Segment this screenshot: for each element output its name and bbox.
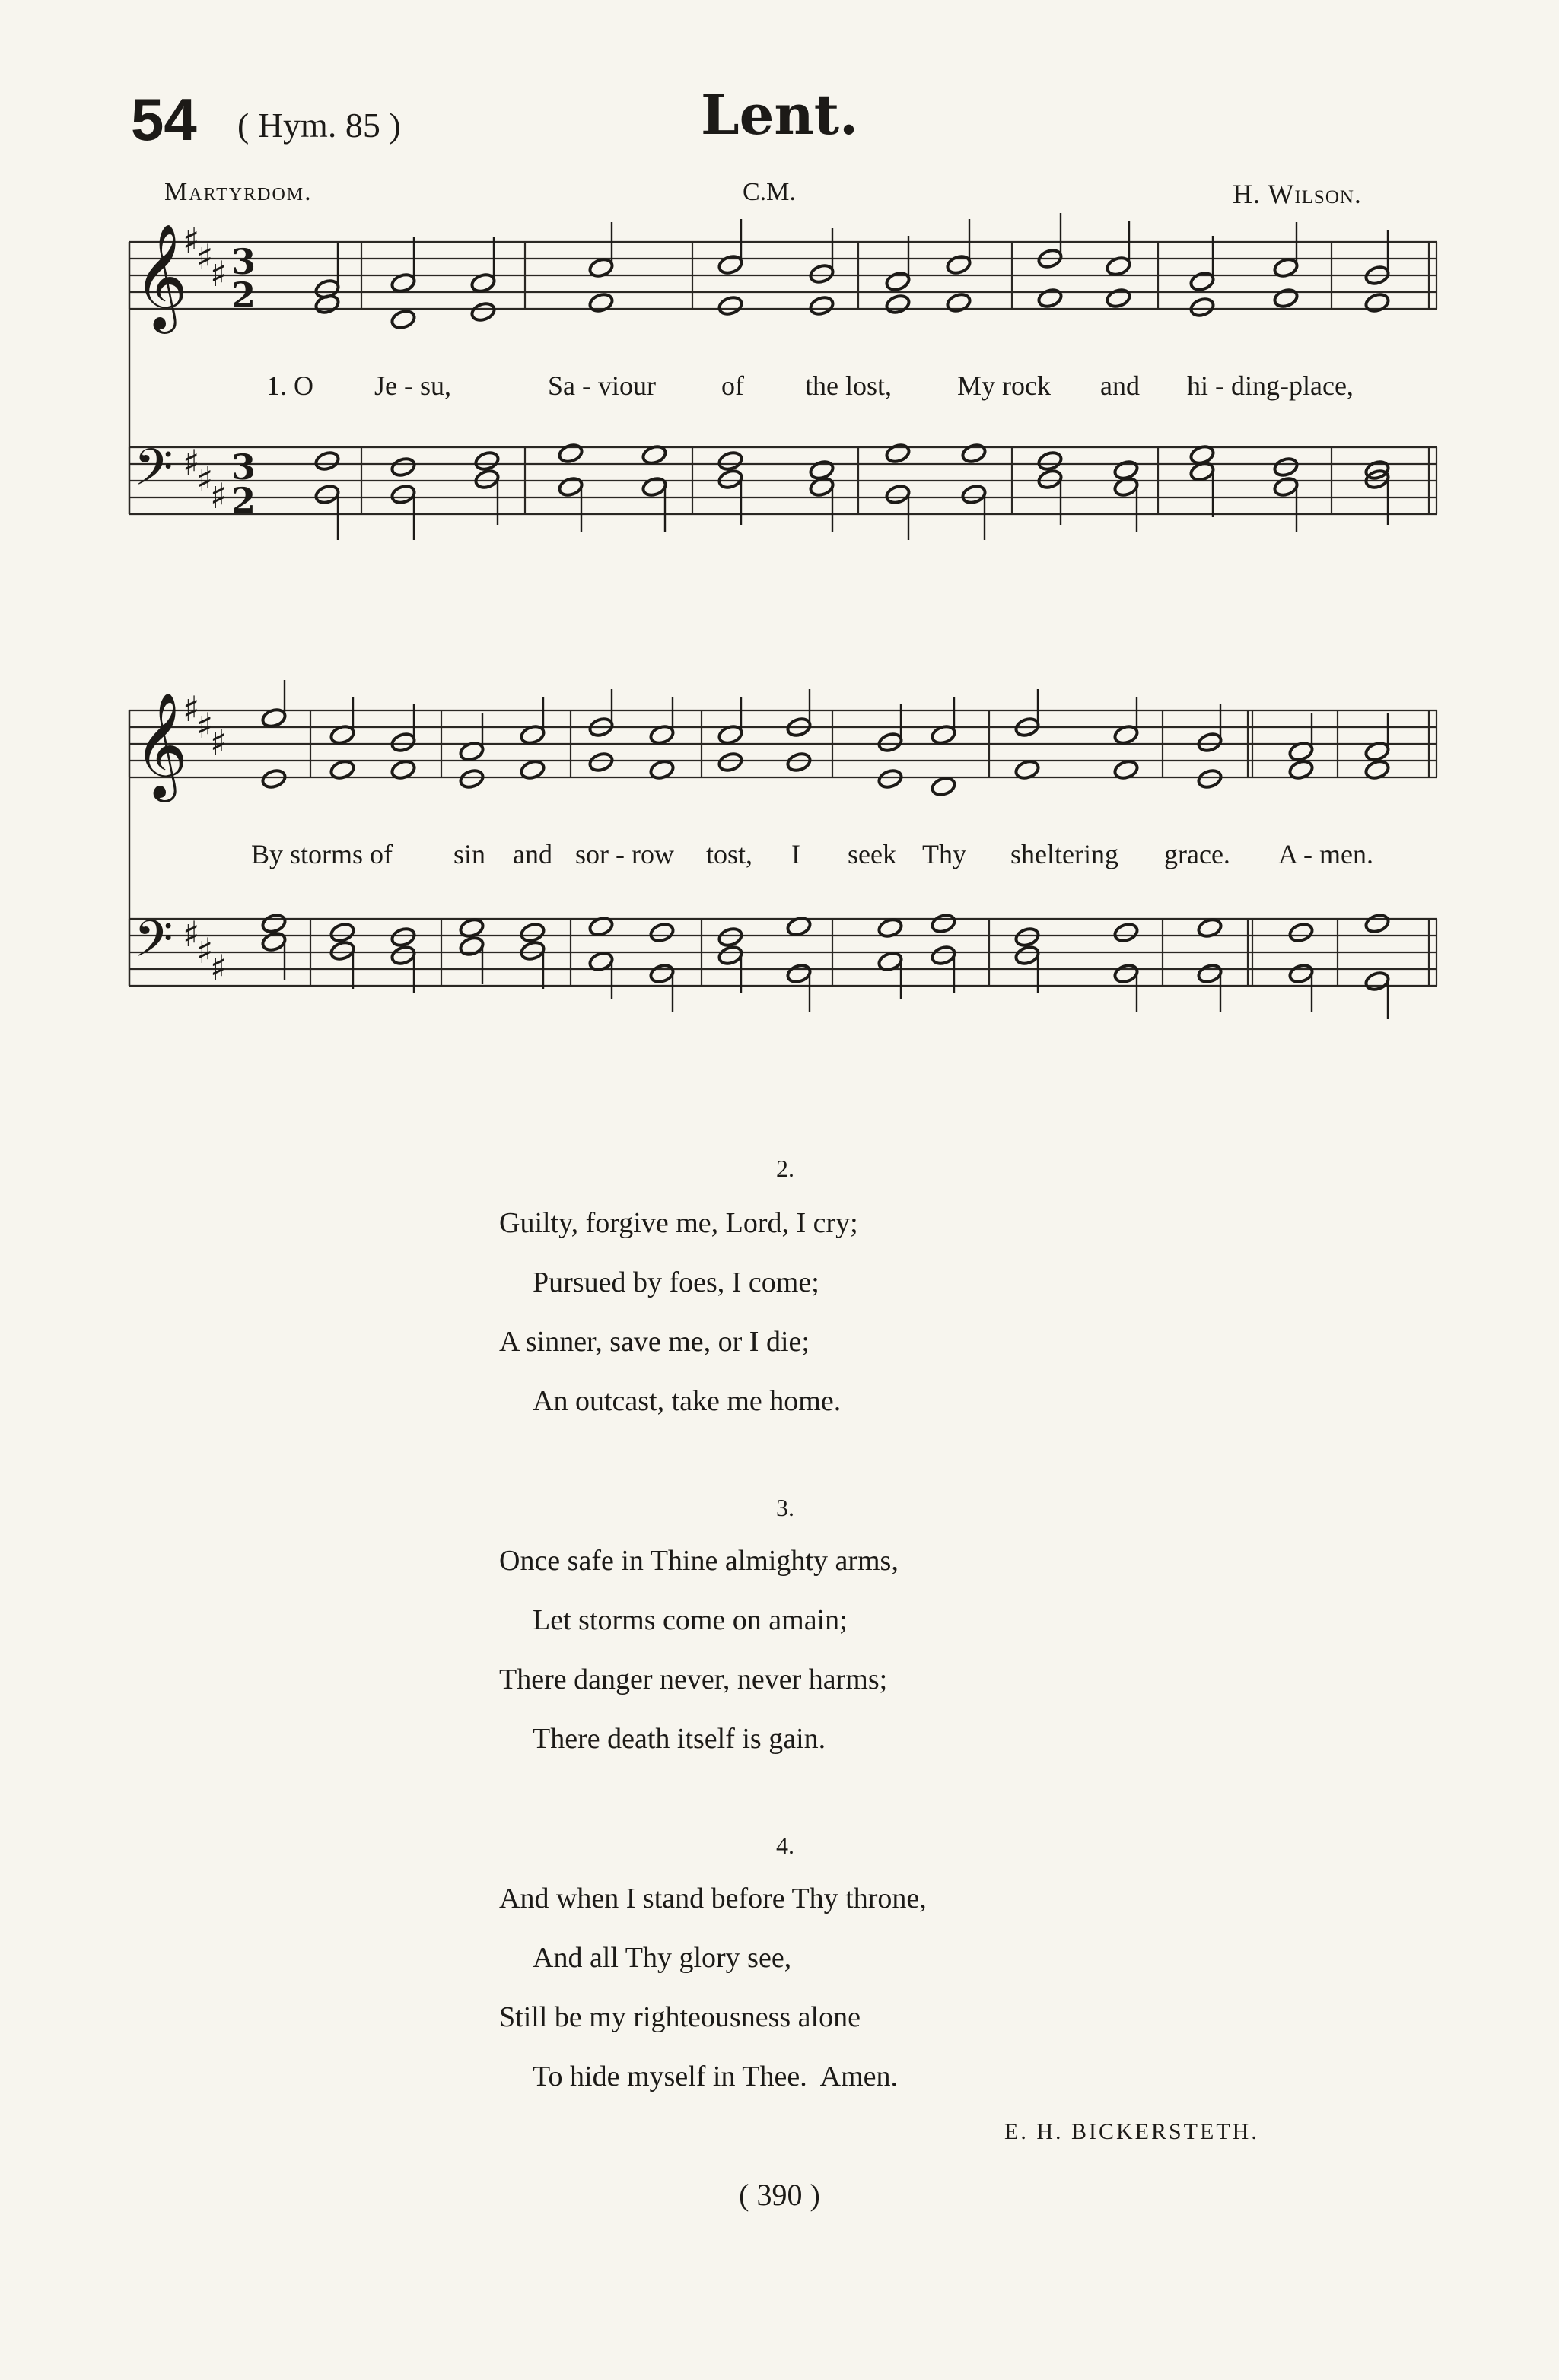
- lyric-syllable: A - men.: [1278, 839, 1373, 869]
- note-head: [717, 294, 743, 316]
- bass-clef-icon: 𝄢: [134, 438, 173, 509]
- lyric-syllable: sin: [453, 839, 486, 869]
- time-signature-top: 3: [231, 446, 256, 488]
- sharp-icon: ♯: [210, 947, 227, 988]
- note-head: [648, 962, 675, 984]
- verse-line: There danger never, never harms;: [499, 1663, 888, 1695]
- time-signature: [231, 446, 256, 521]
- note-head: [785, 962, 812, 984]
- note-head: [717, 751, 743, 773]
- sharp-icon: ♯: [183, 220, 200, 261]
- staff: [129, 910, 1437, 988]
- note-head: [785, 751, 812, 773]
- note-head: [260, 912, 287, 934]
- note-head: [390, 308, 416, 330]
- note-head: [390, 731, 416, 753]
- lyric-syllable: sor - row: [575, 839, 674, 869]
- sharp-icon: ♯: [183, 688, 200, 729]
- staff: [129, 220, 1437, 334]
- note-head: [884, 270, 911, 292]
- note-head: [960, 483, 987, 505]
- note-head: [648, 921, 675, 943]
- note-head: [519, 939, 546, 961]
- note-head: [557, 475, 584, 497]
- time-signature-bottom: 2: [231, 275, 256, 316]
- note-head: [390, 944, 416, 966]
- note-head: [1363, 291, 1390, 313]
- note-head: [945, 253, 972, 275]
- note-head: [390, 926, 416, 948]
- sharp-icon: ♯: [196, 705, 214, 746]
- note-head: [884, 483, 911, 505]
- note-head: [329, 921, 355, 943]
- sharp-icon: ♯: [210, 475, 227, 516]
- lyric-syllable: By storms of: [251, 839, 393, 869]
- sharp-icon: ♯: [210, 722, 227, 763]
- lyric-syllable: Sa - viour: [548, 370, 656, 401]
- note-head: [1188, 270, 1215, 292]
- sharp-icon: ♯: [196, 459, 214, 500]
- note-head: [469, 300, 496, 323]
- note-head: [1112, 962, 1139, 984]
- staff: [129, 438, 1437, 516]
- note-head: [1036, 287, 1063, 309]
- lyric-syllable: 1. O: [266, 370, 313, 401]
- time-signature-top: 3: [231, 241, 256, 282]
- note-head: [1363, 970, 1390, 992]
- note-head: [808, 475, 835, 497]
- composer: H. Wilson.: [1233, 179, 1362, 209]
- note-head: [473, 468, 500, 490]
- note-head: [390, 483, 416, 505]
- note-head: [1112, 475, 1139, 497]
- note-head: [1287, 962, 1314, 984]
- treble-clef-icon: 𝄞: [134, 224, 188, 329]
- lyric-syllable: I: [791, 839, 800, 869]
- note-head: [260, 767, 287, 790]
- treble-clef-icon: 𝄞: [134, 692, 188, 798]
- lyric-syllable: hi - ding-place,: [1187, 370, 1354, 401]
- note-head: [1105, 287, 1131, 309]
- note-head: [1363, 912, 1390, 934]
- note-head: [1013, 926, 1040, 948]
- note-head: [877, 731, 903, 753]
- verse-line: There death itself is gain.: [533, 1723, 826, 1755]
- lyric-syllable: tost,: [706, 839, 753, 869]
- note-head: [519, 921, 546, 943]
- note-head: [313, 483, 340, 505]
- tune-name: Martyrdom.: [164, 178, 313, 206]
- hymn-reference: ( Hym. 85 ): [237, 106, 401, 145]
- note-head: [877, 767, 903, 790]
- note-head: [930, 912, 956, 934]
- note-head: [1036, 468, 1063, 490]
- verse-line: Pursued by foes, I come;: [533, 1266, 819, 1298]
- note-head: [717, 468, 743, 490]
- verse-line: Let storms come on amain;: [533, 1604, 848, 1636]
- note-head: [1196, 731, 1223, 753]
- note-head: [587, 751, 614, 773]
- text-author: E. H. BICKERSTETH.: [1004, 2119, 1259, 2144]
- note-head: [717, 450, 743, 472]
- lyric-syllable: grace.: [1164, 839, 1230, 869]
- verse-line: And when I stand before Thy throne,: [499, 1883, 927, 1914]
- time-signature-bottom: 2: [231, 480, 256, 521]
- note-head: [1287, 921, 1314, 943]
- sharp-icon: ♯: [196, 237, 214, 278]
- note-head: [390, 456, 416, 478]
- note-head: [1188, 296, 1215, 318]
- note-head: [1196, 767, 1223, 790]
- note-head: [641, 475, 667, 497]
- note-head: [458, 935, 485, 957]
- lyric-syllable: of: [721, 370, 744, 401]
- note-head: [808, 294, 835, 316]
- hymn-number: 54: [131, 86, 197, 153]
- note-head: [1036, 450, 1063, 472]
- verse-line: A sinner, save me, or I die;: [499, 1326, 810, 1358]
- note-head: [329, 939, 355, 961]
- sharp-icon: ♯: [183, 914, 200, 955]
- note-head: [260, 930, 287, 952]
- verse-number: 3.: [776, 1494, 794, 1521]
- note-head: [1272, 456, 1299, 478]
- note-head: [458, 767, 485, 790]
- sharp-icon: ♯: [196, 930, 214, 971]
- note-head: [1272, 287, 1299, 309]
- lyric-syllable: sheltering: [1010, 839, 1118, 869]
- note-head: [717, 926, 743, 948]
- verse-line: Still be my righteousness alone: [499, 2001, 861, 2033]
- verse-line: Guilty, forgive me, Lord, I cry;: [499, 1207, 858, 1239]
- note-head: [1272, 475, 1299, 497]
- note-head: [1112, 921, 1139, 943]
- note-head: [930, 775, 956, 797]
- verse-line: Once safe in Thine almighty arms,: [499, 1545, 899, 1577]
- sharp-icon: ♯: [183, 442, 200, 483]
- lyric-syllable: and: [1100, 370, 1140, 401]
- note-head: [313, 450, 340, 472]
- verse-line: To hide myself in Thee. Amen.: [533, 2061, 898, 2092]
- lyric-syllable: the lost,: [805, 370, 892, 401]
- sharp-icon: ♯: [210, 253, 227, 294]
- time-signature: [231, 241, 256, 316]
- verse-number: 4.: [776, 1832, 794, 1859]
- note-head: [557, 442, 584, 464]
- lyric-syllable: Je - su,: [374, 370, 451, 401]
- note-head: [945, 291, 972, 313]
- page-number: ( 390 ): [739, 2178, 820, 2212]
- verse-line: And all Thy glory see,: [533, 1942, 792, 1974]
- note-head: [1013, 944, 1040, 966]
- note-head: [717, 944, 743, 966]
- lyric-syllable: Thy: [922, 839, 966, 869]
- bass-clef-icon: 𝄢: [134, 910, 173, 980]
- note-head: [960, 442, 987, 464]
- note-head: [930, 944, 956, 966]
- verse-line: An outcast, take me home.: [533, 1385, 842, 1417]
- tune-meter: C.M.: [743, 178, 796, 206]
- note-head: [473, 450, 500, 472]
- note-head: [808, 262, 835, 284]
- note-head: [884, 293, 911, 315]
- note-head: [717, 253, 743, 275]
- verse-number: 2.: [776, 1155, 794, 1182]
- staff: [129, 688, 1437, 802]
- lyric-syllable: My rock: [957, 370, 1051, 401]
- lyric-syllable: and: [513, 839, 552, 869]
- season-title: Lent.: [700, 82, 859, 147]
- note-head: [1196, 962, 1223, 984]
- note-head: [587, 291, 614, 313]
- note-head: [884, 442, 911, 464]
- lyric-syllable: seek: [848, 839, 896, 869]
